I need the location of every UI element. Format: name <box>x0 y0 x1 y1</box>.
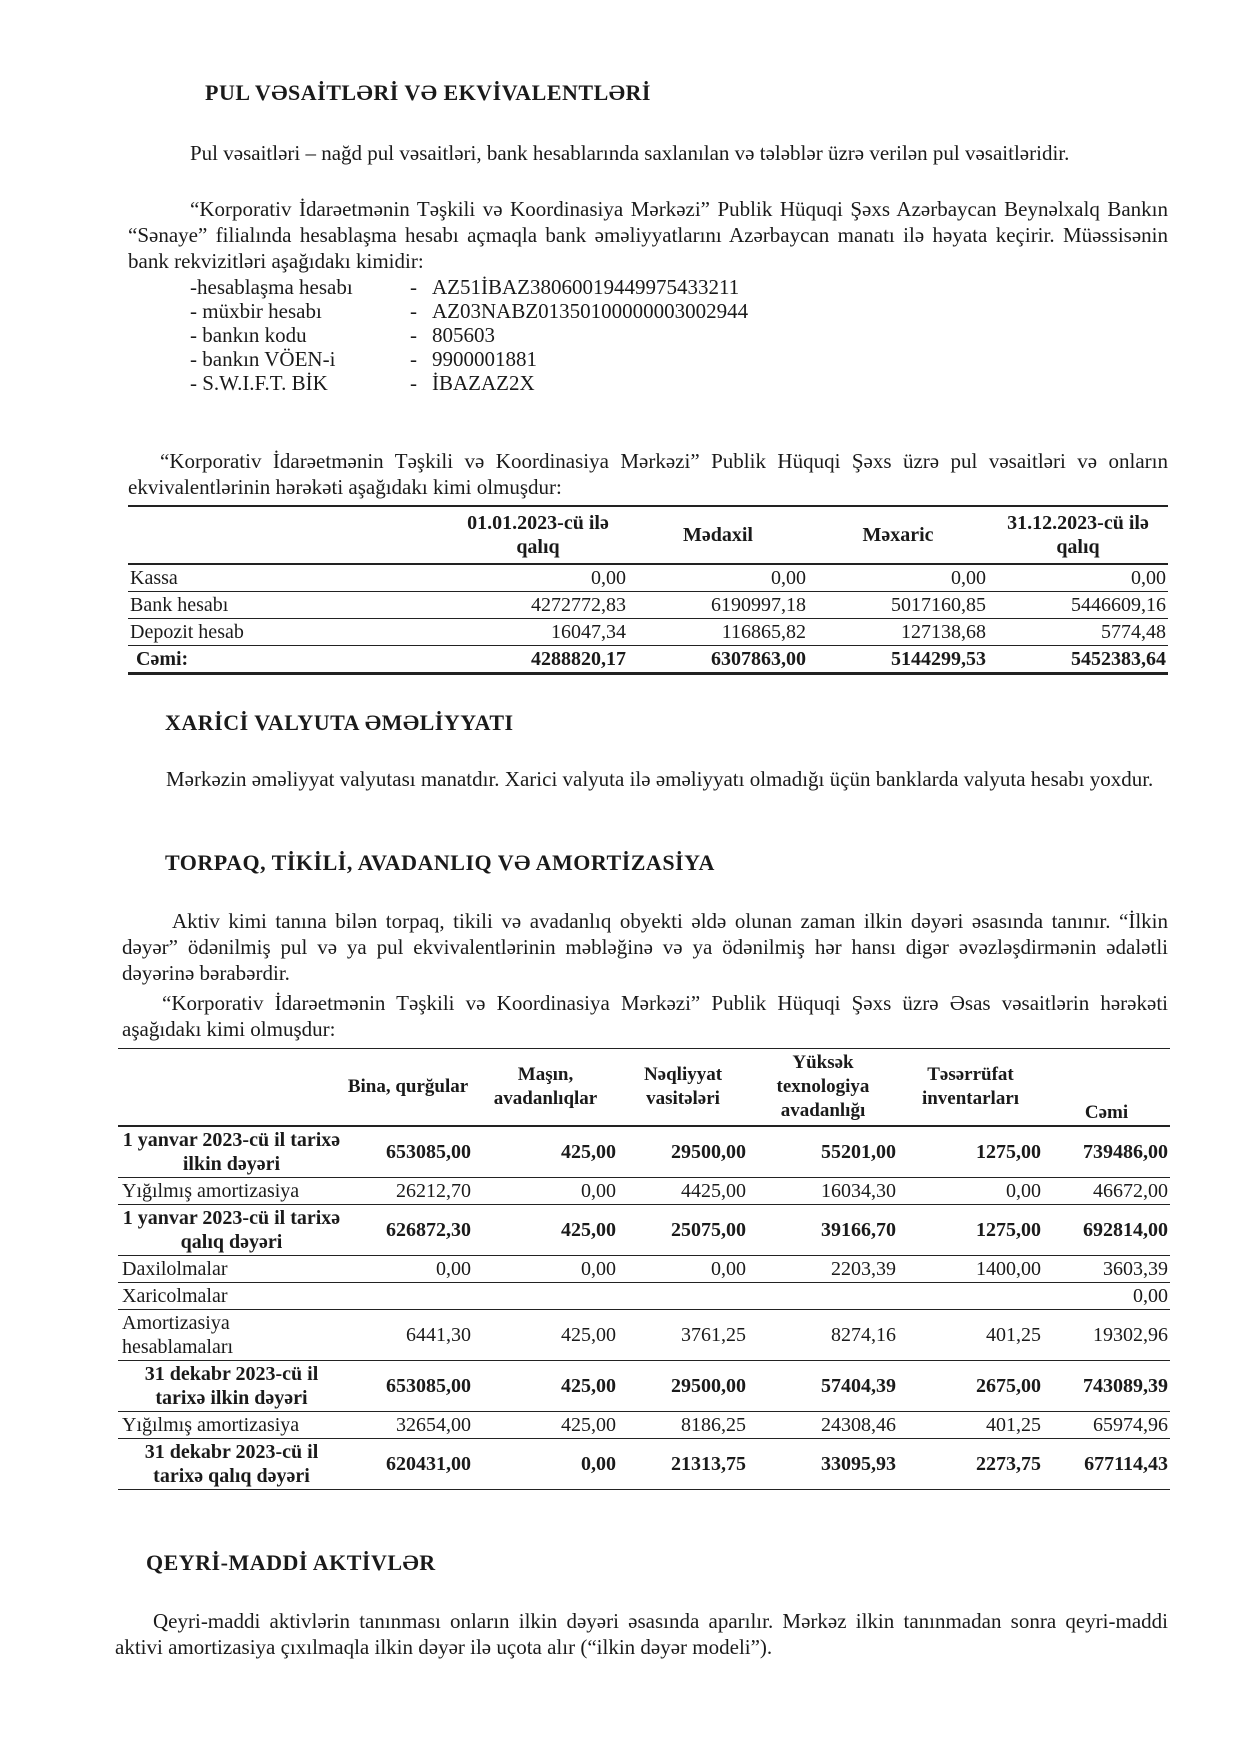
cell-value: 401,25 <box>898 1310 1043 1361</box>
cell-value: 29500,00 <box>618 1361 748 1412</box>
column-header: Mədaxil <box>628 506 808 564</box>
row-label: Bank hesabı <box>128 592 448 619</box>
requisite-row <box>190 347 748 371</box>
cell-value: 0,00 <box>473 1178 618 1205</box>
paragraph-cash-definition <box>128 140 1168 166</box>
cell-value: 4272772,83 <box>448 592 628 619</box>
table-row <box>118 1126 1170 1178</box>
row-label: Yığılmış amortizasiya <box>118 1178 343 1205</box>
cell-value: 2273,75 <box>898 1439 1043 1490</box>
cell-value: 1275,00 <box>898 1126 1043 1178</box>
table-row <box>118 1283 1170 1310</box>
cell-value: 26212,70 <box>343 1178 473 1205</box>
table-row <box>128 592 1168 619</box>
cell-value: 425,00 <box>473 1361 618 1412</box>
row-label: Kassa <box>128 564 448 592</box>
fixed-assets-table <box>118 1048 1170 1490</box>
requisite-row <box>190 371 748 395</box>
cell-value: 1400,00 <box>898 1256 1043 1283</box>
section-title-intangible-assets: QEYRİ-MADDİ AKTİVLƏR <box>146 1550 436 1575</box>
column-header <box>118 1049 343 1127</box>
cell-value: 4425,00 <box>618 1178 748 1205</box>
cell-value <box>618 1283 748 1310</box>
paragraph-cash-movement-intro <box>128 448 1168 500</box>
cell-value <box>898 1283 1043 1310</box>
row-label: 1 yanvar 2023-cü il tarixə ilkin dəyəri <box>118 1126 343 1178</box>
table-header-row <box>118 1049 1170 1127</box>
paragraph-text: “Korporativ İdarəetmənin Təşkili və Koordinasiya Mərkəzi” Publik Hüquqi Şəxs üzrə Əsas vəsaitlərin hərəkəti aşağıdakı kimi olmuşdur: <box>122 991 1168 1041</box>
paragraph-text: Pul vəsaitləri – nağd pul vəsaitləri, bank hesablarında saxlanılan və tələblər üzrə verilən pul vəsaitləridir. <box>190 141 1070 165</box>
requisite-value: 805603 <box>432 323 495 347</box>
cell-value: 25075,00 <box>618 1205 748 1256</box>
cell-value: 57404,39 <box>748 1361 898 1412</box>
cell-value: 5144299,53 <box>808 646 988 674</box>
dash: - <box>410 347 417 371</box>
row-label: Amortizasiya hesablamaları <box>118 1310 343 1361</box>
column-header: Yüksək texnologiya avadanlığı <box>748 1049 898 1127</box>
cell-value: 653085,00 <box>343 1361 473 1412</box>
table-row <box>118 1412 1170 1439</box>
cell-value: 5446609,16 <box>988 592 1168 619</box>
table-row <box>118 1205 1170 1256</box>
column-header: 01.01.2023-cü ilə qalıq <box>448 506 628 564</box>
cell-value: 0,00 <box>898 1178 1043 1205</box>
cell-value: 692814,00 <box>1043 1205 1170 1256</box>
cell-value: 743089,39 <box>1043 1361 1170 1412</box>
paragraph-ppe-recognition <box>122 908 1168 986</box>
requisite-value: 9900001881 <box>432 347 537 371</box>
paragraph-ppe-movement-intro <box>122 990 1168 1042</box>
cell-value: 5774,48 <box>988 619 1168 646</box>
cell-value: 19302,96 <box>1043 1310 1170 1361</box>
requisite-label: -hesablaşma hesabı <box>190 275 353 299</box>
cell-value <box>748 1283 898 1310</box>
cell-value: 2675,00 <box>898 1361 1043 1412</box>
table-row <box>118 1361 1170 1412</box>
cell-value: 739486,00 <box>1043 1126 1170 1178</box>
cell-value: 24308,46 <box>748 1412 898 1439</box>
cell-value: 653085,00 <box>343 1126 473 1178</box>
cell-value: 0,00 <box>343 1256 473 1283</box>
cash-movement-table <box>128 505 1168 675</box>
column-header <box>128 506 448 564</box>
cell-value: 620431,00 <box>343 1439 473 1490</box>
requisite-value: AZ03NABZ01350100000003002944 <box>432 299 749 323</box>
cell-value: 33095,93 <box>748 1439 898 1490</box>
dash: - <box>410 323 417 347</box>
requisite-label: - bankın kodu <box>190 323 307 347</box>
requisite-label: - bankın VÖEN-i <box>190 347 336 371</box>
cell-value: 0,00 <box>473 1256 618 1283</box>
cell-value: 6441,30 <box>343 1310 473 1361</box>
column-header: Nəqliyyat vasitələri <box>618 1049 748 1127</box>
row-label: Daxilolmalar <box>118 1256 343 1283</box>
paragraph-text: Mərkəzin əməliyyat valyutası manatdır. Xarici valyuta ilə əməliyyatı olmadığı üçün banklarda valyuta hesabı yoxdur. <box>166 767 1154 791</box>
column-header: Təsərrüfat inventarları <box>898 1049 1043 1127</box>
cell-value: 8186,25 <box>618 1412 748 1439</box>
row-label: Xaricolmalar <box>118 1283 343 1310</box>
cell-value: 3603,39 <box>1043 1256 1170 1283</box>
requisite-row <box>190 323 748 347</box>
column-header: 31.12.2023-cü ilə qalıq <box>988 506 1168 564</box>
table-row <box>118 1310 1170 1361</box>
cell-value: 46672,00 <box>1043 1178 1170 1205</box>
cell-value: 0,00 <box>448 564 628 592</box>
cell-value: 16047,34 <box>448 619 628 646</box>
section-title-ppe: TORPAQ, TİKİLİ, AVADANLIQ VƏ AMORTİZASİYA <box>165 850 715 875</box>
dash: - <box>410 275 417 299</box>
cell-value: 0,00 <box>988 564 1168 592</box>
requisite-label: - S.W.I.F.T. BİK <box>190 371 328 395</box>
table-row <box>118 1256 1170 1283</box>
paragraph-intangible-assets <box>115 1608 1168 1660</box>
cell-value: 677114,43 <box>1043 1439 1170 1490</box>
section-title-foreign-currency: XARİCİ VALYUTA ƏMƏLİYYATI <box>165 710 514 735</box>
cell-value: 425,00 <box>473 1205 618 1256</box>
table-row <box>118 1439 1170 1490</box>
cell-value <box>343 1283 473 1310</box>
row-label: 31 dekabr 2023-cü il tarixə ilkin dəyəri <box>118 1361 343 1412</box>
requisite-value: AZ51İBAZ38060019449975433211 <box>432 275 740 299</box>
table-row <box>128 619 1168 646</box>
cell-value: 5017160,85 <box>808 592 988 619</box>
cell-value: 8274,16 <box>748 1310 898 1361</box>
cell-value: 425,00 <box>473 1310 618 1361</box>
paragraph-text: Aktiv kimi tanına bilən torpaq, tikili və avadanlıq obyekti əldə olunan zaman ilkin dəyəri əsasında tanınır. “İlkin dəyər” ödənilmiş pul və ya pul ekvivalentlərinin məbləğinə və ya ödənilmiş hər hansı digər əvəzləşdirmənin ədalətli dəyərinə bərabərdir. <box>122 909 1168 985</box>
cell-value: 39166,70 <box>748 1205 898 1256</box>
paragraph-foreign-currency <box>122 766 1168 792</box>
cell-value: 0,00 <box>1043 1283 1170 1310</box>
table-header-row <box>128 506 1168 564</box>
cell-value: 425,00 <box>473 1412 618 1439</box>
row-label: Cəmi: <box>128 646 448 674</box>
cell-value: 6190997,18 <box>628 592 808 619</box>
cell-value: 0,00 <box>628 564 808 592</box>
requisite-label: - müxbir hesabı <box>190 299 322 323</box>
cell-value: 0,00 <box>618 1256 748 1283</box>
paragraph-text: Qeyri-maddi aktivlərin tanınması onların ilkin dəyəri əsasında aparılır. Mərkəz ilkin tanınmadan sonra qeyri-maddi aktivi amortizasiya çıxılmaqla ilkin dəyər ilə uçota alır (“ilkin dəyər modeli”). <box>115 1609 1168 1659</box>
cell-value: 3761,25 <box>618 1310 748 1361</box>
row-label: 31 dekabr 2023-cü il tarixə qalıq dəyəri <box>118 1439 343 1490</box>
cell-value: 2203,39 <box>748 1256 898 1283</box>
cell-value: 65974,96 <box>1043 1412 1170 1439</box>
paragraph-text: “Korporativ İdarəetmənin Təşkili və Koordinasiya Mərkəzi” Publik Hüquqi Şəxs üzrə pul vəsaitləri və onların ekvivalentlərinin hərəkəti aşağıdakı kimi olmuşdur: <box>128 449 1168 499</box>
cell-value: 5452383,64 <box>988 646 1168 674</box>
table-total-row <box>128 646 1168 674</box>
row-label: Depozit hesab <box>128 619 448 646</box>
cell-value: 6307863,00 <box>628 646 808 674</box>
cell-value: 0,00 <box>808 564 988 592</box>
cell-value: 401,25 <box>898 1412 1043 1439</box>
cell-value: 0,00 <box>473 1439 618 1490</box>
requisite-value: İBAZAZ2X <box>432 371 535 395</box>
requisite-row <box>190 275 748 299</box>
row-label: Yığılmış amortizasiya <box>118 1412 343 1439</box>
dash: - <box>410 299 417 323</box>
cell-value: 127138,68 <box>808 619 988 646</box>
cell-value: 4288820,17 <box>448 646 628 674</box>
cell-value: 32654,00 <box>343 1412 473 1439</box>
table-row <box>128 564 1168 592</box>
cell-value: 626872,30 <box>343 1205 473 1256</box>
cell-value: 425,00 <box>473 1126 618 1178</box>
cell-value: 116865,82 <box>628 619 808 646</box>
row-label: 1 yanvar 2023-cü il tarixə qalıq dəyəri <box>118 1205 343 1256</box>
cell-value: 55201,00 <box>748 1126 898 1178</box>
column-header: Məxaric <box>808 506 988 564</box>
table-row <box>118 1178 1170 1205</box>
cell-value: 21313,75 <box>618 1439 748 1490</box>
cell-value: 29500,00 <box>618 1126 748 1178</box>
column-header: Bina, qurğular <box>343 1049 473 1127</box>
cell-value: 1275,00 <box>898 1205 1043 1256</box>
requisite-row <box>190 299 748 323</box>
column-header: Cəmi <box>1043 1049 1170 1127</box>
cell-value <box>473 1283 618 1310</box>
column-header: Maşın, avadanlıqlar <box>473 1049 618 1127</box>
paragraph-text: “Korporativ İdarəetmənin Təşkili və Koordinasiya Mərkəzi” Publik Hüquqi Şəxs Azərbaycan Beynəlxalq Bankın “Sənaye” filialında hesablaşma hesabı açmaqla bank əməliyyatlarını Azərbaycan manatı ilə həyata keçirir. Müəssisənin bank rekvizitləri aşağıdakı kimidir: <box>128 197 1168 273</box>
dash: - <box>410 371 417 395</box>
paragraph-bank-info <box>128 196 1168 274</box>
section-title-cash: PUL VƏSAİTLƏRİ VƏ EKVİVALENTLƏRİ <box>205 80 651 105</box>
cell-value: 16034,30 <box>748 1178 898 1205</box>
bank-requisites-list <box>190 275 748 395</box>
